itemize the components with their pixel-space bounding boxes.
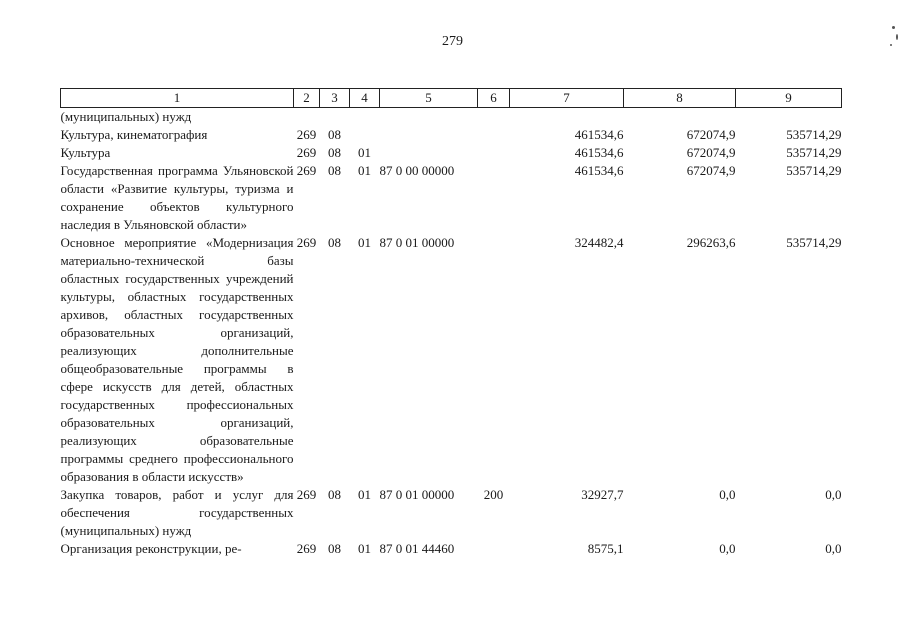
row-value-9: 0,0 — [825, 541, 842, 556]
row-name: Государственная программа Ульяновской области «Развитие культуры, туризма и сохранение объектов культурного наследия в Ульяновской области» — [60, 163, 294, 232]
row-name: Организация реконструкции, ре- — [60, 541, 242, 556]
page-number: 279 — [442, 34, 463, 49]
row-value-7: 461534,6 — [574, 163, 624, 178]
header-col-8: 8 — [624, 89, 736, 108]
row-code-4: 01 — [358, 487, 371, 502]
row-value-7: 461534,6 — [574, 127, 624, 142]
header-col-4: 4 — [350, 89, 380, 108]
scan-speck — [892, 26, 895, 29]
row-code-6 — [478, 234, 510, 486]
row-value-8: 0,0 — [719, 487, 736, 502]
table-row — [61, 540, 842, 558]
row-code-4: 01 — [358, 541, 371, 556]
row-code-2: 269 — [296, 235, 317, 250]
row-name: Культура — [60, 145, 111, 160]
row-code-3: 08 — [328, 541, 341, 556]
row-code-5 — [380, 144, 478, 162]
budget-table — [60, 88, 842, 558]
row-code-6 — [478, 540, 510, 558]
row-code-4 — [350, 126, 380, 144]
header-col-6: 6 — [478, 89, 510, 108]
row-name: Основное мероприятие «Модернизация материально-технической базы областных государственных учреждений культуры, областных государственных архивов, областных государственных образовательных организаций, реализующих дополнительные общеобразовательные программы в сфере искусств для детей, областных государственных профессиональных образовательных организаций, реализующих образовательные программы среднего профессионального образования в области искусств» — [60, 235, 294, 484]
row-name: (муниципальных) нужд — [60, 109, 192, 124]
header-col-5: 5 — [380, 89, 478, 108]
row-code-5 — [380, 108, 478, 127]
row-value-8: 672074,9 — [686, 163, 736, 178]
row-code-6 — [478, 126, 510, 144]
row-name: Культура, кинематография — [60, 127, 208, 142]
row-code-5: 87 0 00 00000 — [379, 163, 455, 178]
row-code-4: 01 — [358, 235, 371, 250]
table-row — [61, 126, 842, 144]
row-code-5 — [380, 126, 478, 144]
row-code-2: 269 — [296, 487, 317, 502]
row-value-8 — [624, 108, 736, 127]
row-value-7 — [510, 108, 624, 127]
row-code-6: 200 — [483, 487, 504, 502]
header-col-3: 3 — [320, 89, 350, 108]
table-row — [61, 234, 842, 486]
header-col-7: 7 — [510, 89, 624, 108]
row-code-6 — [478, 144, 510, 162]
row-code-4 — [350, 108, 380, 127]
header-col-1: 1 — [61, 89, 294, 108]
row-code-5: 87 0 01 44460 — [379, 541, 455, 556]
row-name: Закупка товаров, работ и услуг для обеспечения государственных (муниципальных) нужд — [60, 487, 294, 538]
row-value-8: 296263,6 — [686, 235, 736, 250]
row-value-9 — [736, 108, 842, 127]
row-value-9: 535714,29 — [786, 163, 842, 178]
row-value-7: 8575,1 — [587, 541, 624, 556]
row-code-3: 08 — [328, 163, 341, 178]
row-code-2 — [294, 108, 320, 127]
table-row — [61, 144, 842, 162]
row-value-8: 672074,9 — [686, 145, 736, 160]
row-code-2: 269 — [296, 163, 317, 178]
row-value-8: 0,0 — [719, 541, 736, 556]
row-value-7: 324482,4 — [574, 235, 624, 250]
row-value-9: 535714,29 — [786, 127, 842, 142]
scan-speck — [896, 34, 898, 40]
row-code-3: 08 — [328, 487, 341, 502]
header-row — [61, 89, 842, 108]
row-code-2: 269 — [296, 541, 317, 556]
row-code-3 — [320, 108, 350, 127]
row-value-7: 461534,6 — [574, 145, 624, 160]
row-code-4: 01 — [358, 163, 371, 178]
table-row — [61, 486, 842, 540]
row-value-9: 535714,29 — [786, 145, 842, 160]
row-value-8: 672074,9 — [686, 127, 736, 142]
row-code-3: 08 — [328, 235, 341, 250]
row-code-4: 01 — [358, 145, 371, 160]
table-row — [61, 162, 842, 234]
table-row — [61, 108, 842, 127]
row-code-2: 269 — [296, 145, 317, 160]
row-code-5: 87 0 01 00000 — [379, 235, 455, 250]
header-col-9: 9 — [736, 89, 842, 108]
row-code-3: 08 — [328, 145, 341, 160]
row-value-7: 32927,7 — [581, 487, 624, 502]
row-code-6 — [478, 162, 510, 234]
row-code-3: 08 — [328, 127, 341, 142]
row-code-5: 87 0 01 00000 — [379, 487, 455, 502]
scan-speck — [890, 44, 892, 46]
row-value-9: 0,0 — [825, 487, 842, 502]
row-code-6 — [478, 108, 510, 127]
row-code-2: 269 — [296, 127, 317, 142]
header-col-2: 2 — [294, 89, 320, 108]
row-value-9: 535714,29 — [786, 235, 842, 250]
